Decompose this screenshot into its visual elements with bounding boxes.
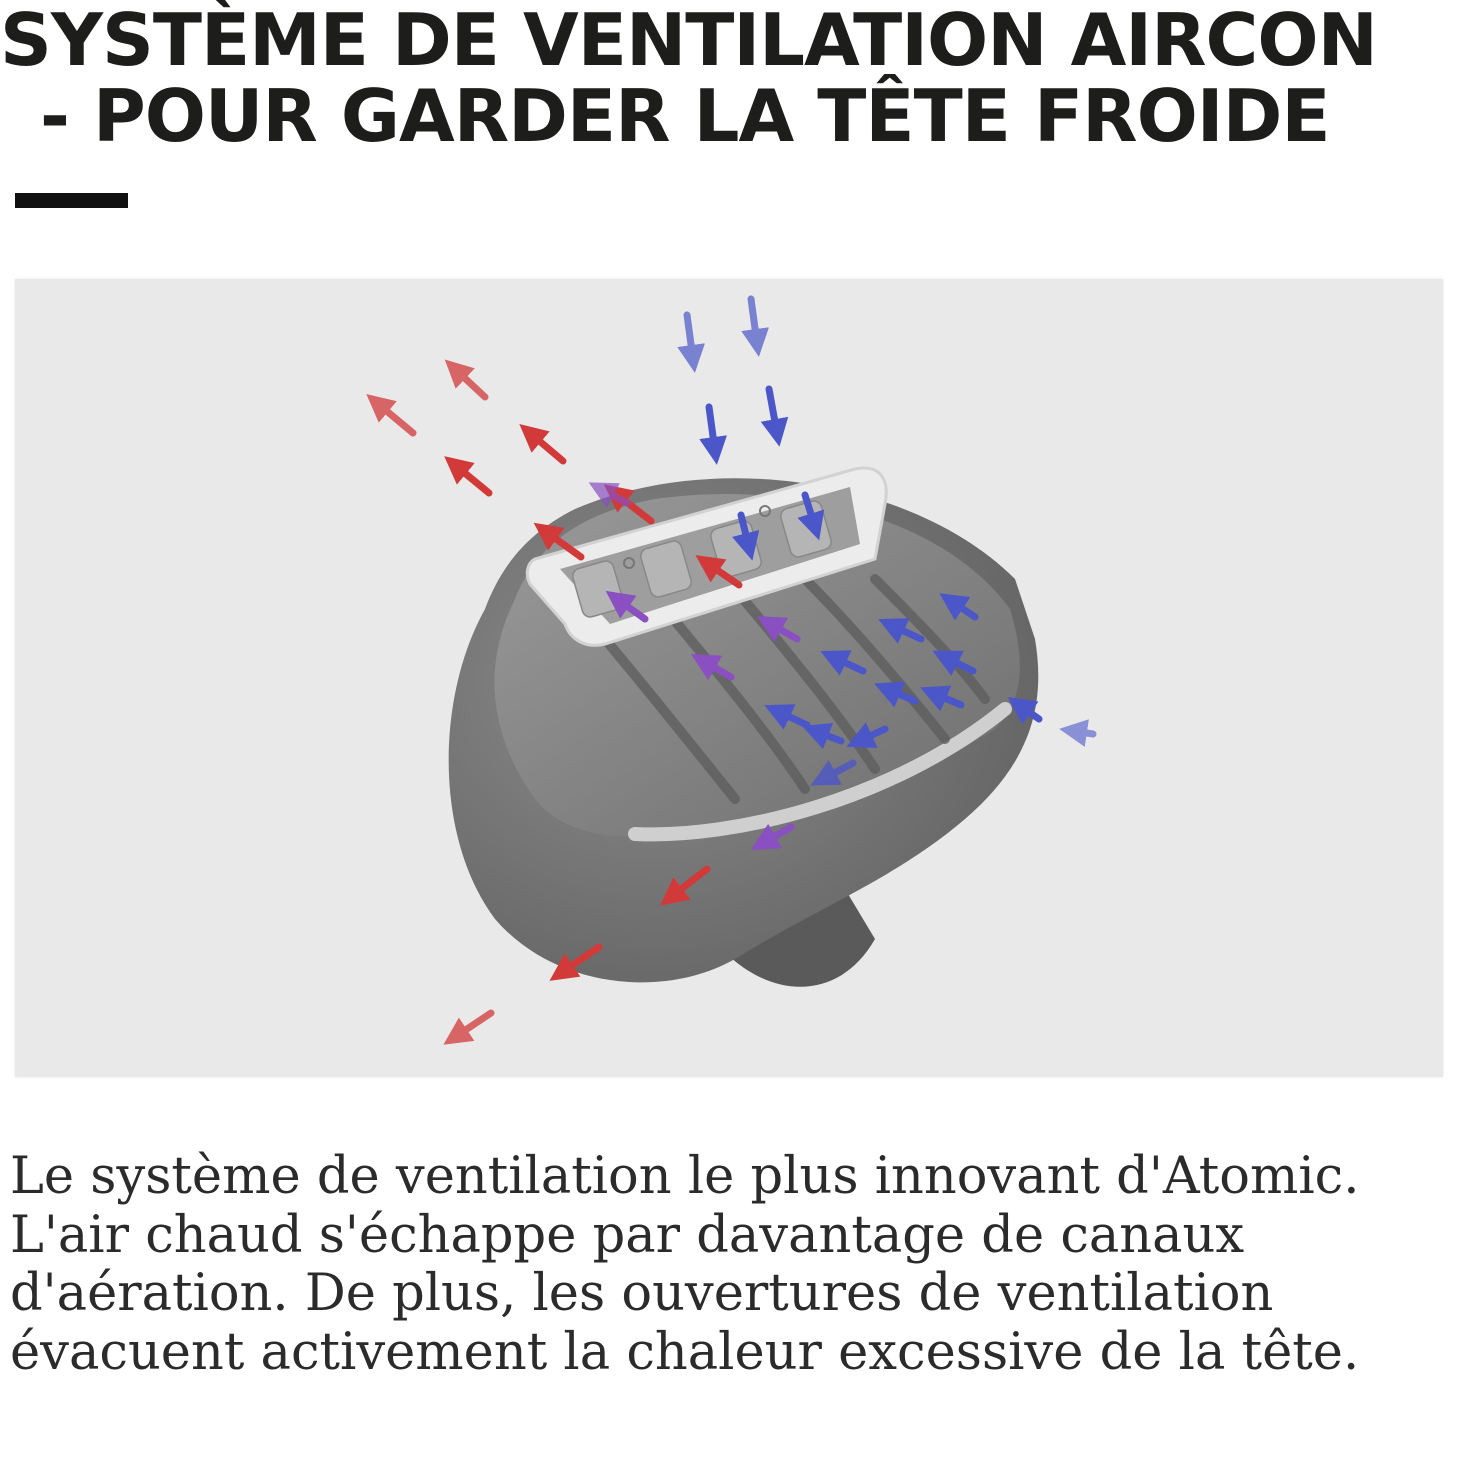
helmet-diagram bbox=[15, 279, 1443, 1077]
cold-air-arrow bbox=[709, 407, 715, 451]
helmet-ventilation-illustration bbox=[15, 279, 1443, 1077]
page-title bbox=[0, 0, 1458, 158]
hot-air-arrow bbox=[455, 465, 489, 493]
cold-air-arrow bbox=[769, 389, 777, 433]
cold-air-arrow bbox=[1073, 731, 1093, 734]
title-underline bbox=[15, 193, 128, 208]
title-line-2: - POUR GARDER LA TÊTE FROIDE bbox=[40, 74, 1330, 158]
description-line-2: L'air chaud s'échappe par davantage de canaux bbox=[10, 1205, 1245, 1265]
hot-air-arrow bbox=[455, 1013, 491, 1037]
description-line-4: évacuent activement la chaleur excessive de la tête. bbox=[10, 1322, 1360, 1382]
title-line-1: SYSTÈME DE VENTILATION AIRCON bbox=[0, 0, 1377, 82]
cold-air-arrow bbox=[751, 299, 757, 343]
description-text bbox=[10, 1148, 1450, 1382]
hot-air-arrow bbox=[377, 403, 413, 433]
hot-air-arrow bbox=[530, 433, 563, 461]
description-line-1: Le système de ventilation le plus innovant d'Atomic. bbox=[10, 1147, 1360, 1206]
hot-air-arrow bbox=[455, 369, 485, 397]
cold-air-arrow bbox=[687, 315, 693, 359]
description-line-3: d'aération. De plus, les ouvertures de ventilation bbox=[10, 1264, 1274, 1323]
